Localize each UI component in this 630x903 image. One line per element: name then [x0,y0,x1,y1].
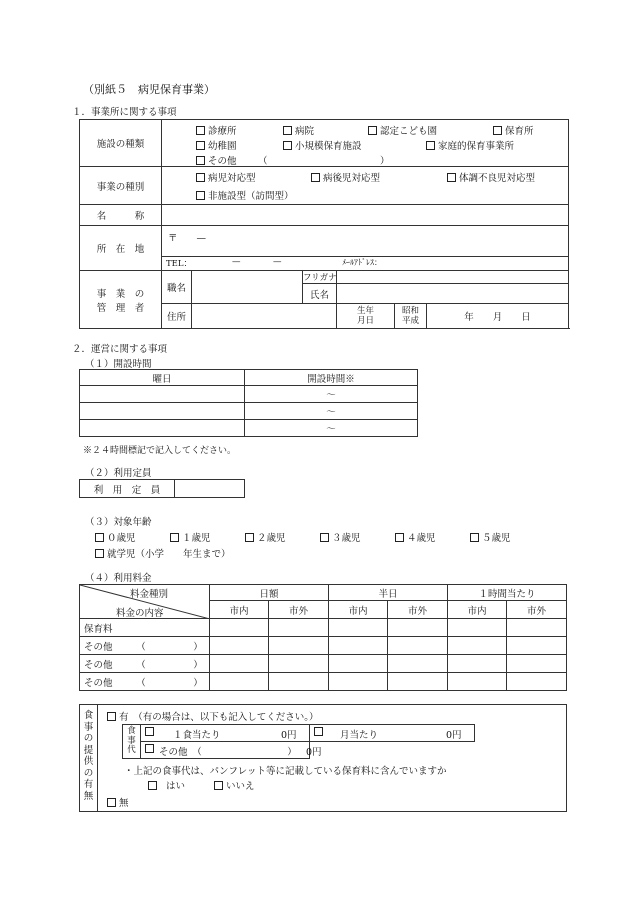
table-row [80,619,567,637]
fee-cell[interactable] [269,673,329,691]
fee-group-half: 半日 [329,585,448,601]
meal-yes-answer[interactable]: はい [148,778,185,792]
table-row [80,655,567,673]
checkbox-icon [311,173,320,182]
checkbox-icon [170,533,179,542]
fee-cell[interactable] [210,655,269,673]
age-1[interactable]: １歳児 [170,530,211,544]
other-open-paren: （ [258,156,268,167]
birth-label-1: 生年 [356,306,374,316]
per-month-amount: 0円 [446,730,462,741]
meal-no-answer[interactable]: いいえ [214,778,255,792]
fee-type-label: 料金種別 [130,589,169,600]
meal-label-char: 事 [83,721,94,733]
hours-time-field[interactable]: ～ [245,420,418,437]
furigana-field[interactable] [337,271,569,284]
meal-other-amount-cell[interactable] [306,742,475,759]
checkbox-icon [447,173,456,182]
tel-dash-1: — [232,257,241,267]
page-title: （別紙５ 病児保育事業） [83,83,215,96]
fee-cell[interactable] [448,637,507,655]
checkbox-icon [320,533,329,542]
opt-clinic[interactable]: 診療所 [196,123,237,137]
furigana-label: フリガナ [303,271,337,284]
person-name-field[interactable] [337,284,569,304]
capacity-field[interactable] [175,480,245,498]
checkbox-icon [314,727,323,736]
hours-col-time: 開設時間※ [245,370,418,386]
fee-cell[interactable] [507,637,567,655]
fee-row-label: その他 （ ） [80,637,210,655]
opt-family-nursery[interactable]: 家庭的保育事業所 [426,138,514,152]
fee-group-hourly: １時間当たり [448,585,567,601]
col-out-city: 市外 [269,601,329,619]
opt-kindergarten[interactable]: 幼稚園 [196,138,237,152]
fee-cell[interactable] [269,619,329,637]
job-title-label: 職名 [162,271,192,304]
name-label: 名 称 [80,205,162,226]
capacity-title: （２）利用定員 [85,468,152,479]
age-3[interactable]: ３歳児 [320,530,361,544]
fee-row-label: その他 （ ） [80,673,210,691]
fee-cell[interactable] [269,655,329,673]
meal-label-char: 無 [83,790,94,802]
hours-day-field[interactable] [80,386,245,403]
col-in-city: 市内 [210,601,269,619]
fee-cell[interactable] [448,655,507,673]
meal-label-char: 提 [83,744,94,756]
per-month-label: 月当たり [340,730,379,741]
checkbox-icon [145,727,154,736]
address-label: 所 在 地 [80,226,162,271]
checkbox-icon [283,141,292,150]
fee-cell[interactable] [210,673,269,691]
hours-title: （１）開設時間 [85,359,152,370]
checkbox-icon [245,533,254,542]
fee-cell[interactable] [388,619,448,637]
section1-heading: １．事業所に関する事項 [72,107,177,118]
fee-cell[interactable] [329,637,388,655]
fee-group-daily: 日額 [210,585,329,601]
age-school[interactable]: 就学児（小学 年生まで） [95,546,231,560]
opt-nursery[interactable]: 保育所 [493,123,534,137]
manager-label [80,271,162,329]
checkbox-icon [95,533,104,542]
tel-mail-field[interactable] [162,257,569,271]
fee-cell[interactable] [507,655,567,673]
per-month-option[interactable] [310,725,475,742]
checkbox-icon [196,141,205,150]
meal-label-char: 食 [83,710,94,721]
fee-cell[interactable] [329,655,388,673]
fee-row-label: その他 （ ） [80,655,210,673]
residence-label: 住所 [162,304,192,329]
hours-day-field[interactable] [80,420,245,437]
per-meal-label: １食当たり [173,730,221,741]
fee-row-label: 保育料 [80,619,210,637]
meal-fee-table [122,724,475,759]
opt-other[interactable]: その他 [196,153,237,167]
meal-label-char: の [83,767,94,779]
checkbox-icon [148,781,157,790]
era-showa: 昭和 [401,306,419,316]
facility-table [79,119,569,329]
meal-fee-label-char: 代 [127,745,136,756]
age-5[interactable]: ５歳児 [470,530,511,544]
checkbox-icon [470,533,479,542]
tel-label: TEL： [166,259,193,269]
fees-title: （４）利用料金 [85,573,152,584]
col-in-city: 市内 [448,601,507,619]
opt-kodomoen[interactable]: 認定こども園 [368,123,437,137]
age-0[interactable]: ０歳児 [95,530,136,544]
birth-label-2: 月日 [356,316,374,326]
checkbox-icon [283,126,292,135]
meal-fee-label-char: 食 [127,726,136,737]
fee-content-label: 料金の内容 [116,608,164,619]
checkbox-icon [395,533,404,542]
hours-note: ※２４時間標記で記入してください。 [83,446,237,456]
ages-title: （３）対象年齢 [85,517,152,528]
checkbox-icon [196,173,205,182]
opt-hospital[interactable]: 病院 [283,123,314,137]
meal-label-char: 供 [83,756,94,767]
facility-type-options [162,120,569,167]
postal-mark: 〒 — [168,233,207,244]
per-meal-amount: 0円 [281,730,297,741]
capacity-table [79,479,245,498]
birth-label [337,304,395,329]
facility-type-label: 施設の種類 [80,120,162,167]
fee-cell[interactable] [329,619,388,637]
meal-fee-label-char: 事 [127,735,136,746]
manager-label-line2: 管 理 者 [96,302,145,314]
fee-cell[interactable] [329,673,388,691]
meal-other-amount: 0円 [306,747,322,758]
opt-sick-child[interactable]: 病児対応型 [196,170,256,184]
name-field[interactable] [162,205,569,226]
checkbox-icon [426,141,435,150]
birth-date-field[interactable]: 年 月 日 [427,304,569,329]
age-4[interactable]: ４歳児 [395,530,436,544]
checkbox-icon [196,191,205,200]
fee-cell[interactable] [388,655,448,673]
table-row [80,637,567,655]
meal-other-option[interactable] [141,742,310,759]
hours-day-field[interactable] [80,403,245,420]
hours-table [79,369,418,437]
opt-post-sick[interactable]: 病後児対応型 [311,170,380,184]
fee-cell[interactable] [269,637,329,655]
opt-small-nursery[interactable]: 小規模保育施設 [283,138,362,152]
meal-other-label: その他 （ ） [159,747,297,758]
table-row [80,673,567,691]
business-type-options [162,167,569,205]
meal-yes-option[interactable]: 有 （有の場合は、以下も記入してください。） [107,709,319,723]
mail-label: ﾒｰﾙｱﾄﾞﾚｽ： [342,258,382,267]
col-in-city: 市内 [329,601,388,619]
residence-field[interactable] [192,304,337,329]
checkbox-icon [214,781,223,790]
tel-dash-2: — [273,257,282,267]
meal-box [79,704,567,812]
age-2[interactable]: ２歳児 [245,530,286,544]
era-heisei: 平成 [401,316,419,326]
section2-heading: ２．運営に関する事項 [72,344,168,355]
meal-question: ・上記の食事代は、パンフレット等に記載している保育料に含んでいますか [124,766,447,777]
address-field[interactable] [162,226,569,257]
person-name-label: 氏名 [303,284,337,304]
opt-visit[interactable]: 非施設型（訪問型） [196,188,294,202]
hours-time-field[interactable]: ～ [245,403,418,420]
meal-fee-label [123,725,141,759]
fee-cell[interactable] [507,673,567,691]
job-title-field[interactable] [192,271,303,304]
hours-col-day: 曜日 [80,370,245,386]
hours-time-field[interactable]: ～ [245,386,418,403]
checkbox-icon [493,126,502,135]
fee-cell[interactable] [210,619,269,637]
other-close-paren: ） [380,156,390,167]
checkbox-icon [196,126,205,135]
per-meal-option[interactable] [141,725,310,742]
meal-label-char: の [83,733,94,744]
col-out-city: 市外 [507,601,567,619]
fee-cell[interactable] [388,637,448,655]
checkbox-icon [107,798,116,807]
checkbox-icon [145,744,154,753]
meal-label-column [80,705,98,811]
col-out-city: 市外 [388,601,448,619]
checkbox-icon [196,156,205,165]
meal-label-char: 有 [83,779,94,790]
business-type-label: 事業の種別 [80,167,162,205]
checkbox-icon [107,712,116,721]
meal-no-option[interactable]: 無 [107,795,129,809]
fee-cell[interactable] [448,619,507,637]
fees-diagonal-header [80,585,210,619]
era-options[interactable] [395,304,427,329]
checkbox-icon [95,549,104,558]
checkbox-icon [368,126,377,135]
capacity-label: 利 用 定 員 [80,480,175,498]
fees-table [79,584,567,691]
manager-label-line1: 事 業 の [96,288,145,300]
fee-cell[interactable] [507,619,567,637]
fee-cell[interactable] [388,673,448,691]
fee-cell[interactable] [448,673,507,691]
opt-unwell[interactable]: 体調不良児対応型 [447,170,535,184]
fee-cell[interactable] [210,637,269,655]
